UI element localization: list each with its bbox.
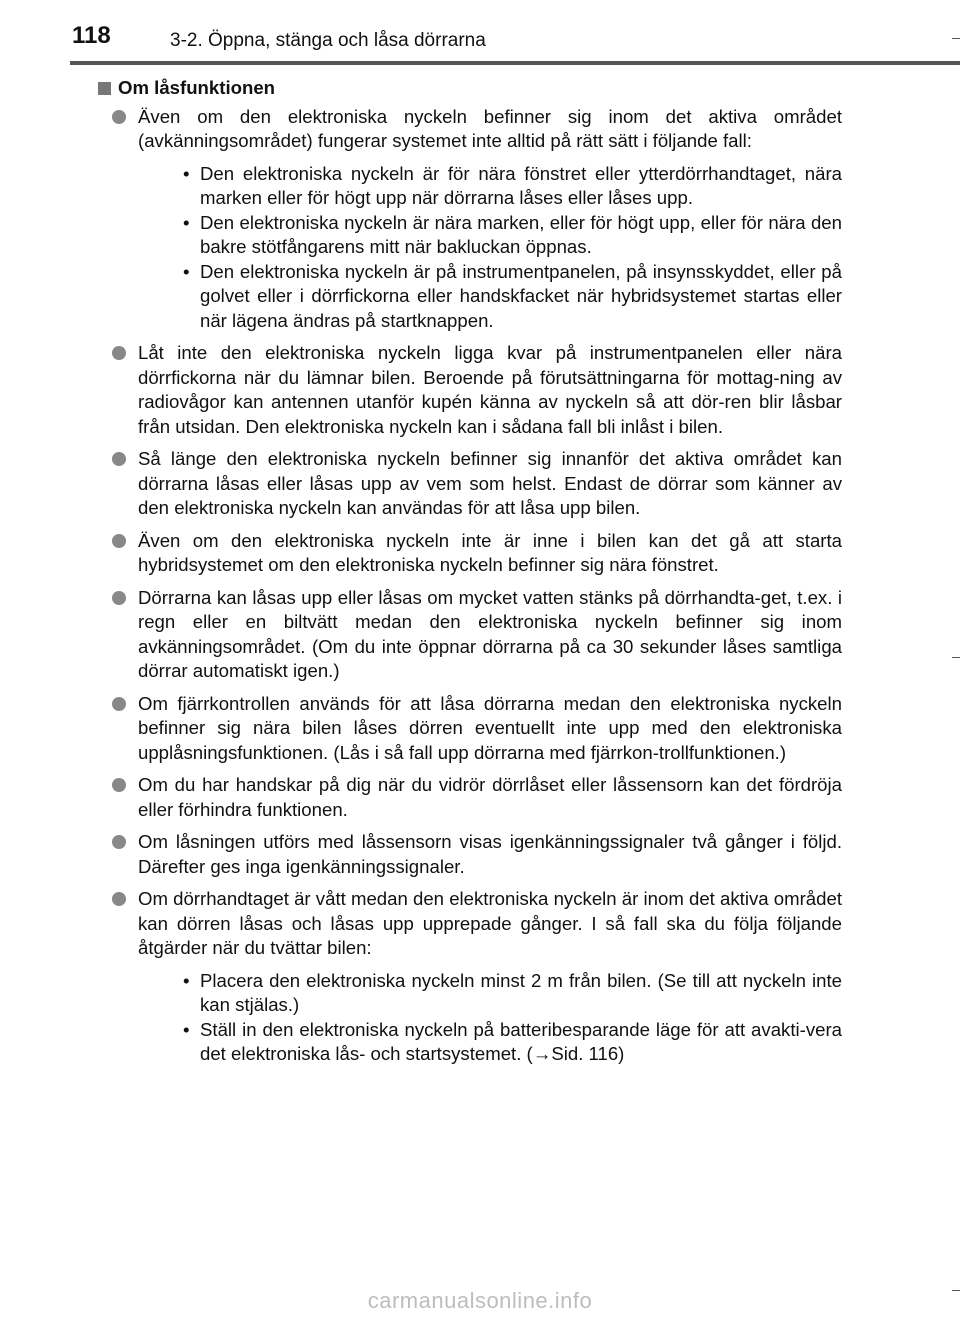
square-bullet-icon (98, 82, 111, 95)
list-item (96, 586, 842, 684)
dot-bullet-icon: • (183, 211, 190, 233)
section-heading (98, 76, 842, 101)
circle-bullet-icon (112, 452, 126, 466)
dot-bullet-icon: • (183, 260, 190, 282)
sub-list-item-text: Den elektroniska nyckeln är på instrumentpanelen, på insynsskyddet, eller på golvet eller i dörrfickorna eller handskfacket när hybridsystemet startas eller när lägena ändras på startknappen. (200, 260, 842, 331)
page-number: 118 (72, 22, 111, 49)
dot-bullet-icon: • (183, 969, 190, 991)
list-item (96, 105, 842, 334)
header-rule (70, 61, 960, 65)
circle-bullet-icon (112, 835, 126, 849)
page-header (0, 0, 960, 62)
list-item (96, 447, 842, 521)
list-item-text: Om dörrhandtaget är vått medan den elektroniska nyckeln är inom det aktiva området kan dörren låsas och låsas upp upprepade gånger. I så fall ska du följa följande åtgärder när du tvättar bilen: (138, 888, 842, 958)
dot-bullet-icon: • (183, 1018, 190, 1040)
circle-bullet-icon (112, 591, 126, 605)
sub-list-item (138, 260, 842, 334)
list-item (96, 529, 842, 578)
sub-list-item (138, 211, 842, 260)
circle-bullet-icon (112, 697, 126, 711)
list-item (96, 341, 842, 439)
list-item (96, 692, 842, 766)
list-item-text: Låt inte den elektroniska nyckeln ligga kvar på instrumentpanelen eller nära dörrfickorna när du lämnar bilen. Beroende på förutsättningarna för mottag-ning av radiovågor kan antennen utanför kupén känna av nyckeln så att dör-ren blir låsbar från utsidan. Den elektroniska nyckeln kan i sådana fall bli inlåst i bilen. (138, 342, 842, 437)
list-item-text: Dörrarna kan låsas upp eller låsas om mycket vatten stänks på dörrhandta-get, t.ex. i regn eller en biltvätt medan den elektroniska nyckeln befinner sig inom avkänningsområdet. (Om du inte öppnar dörrarna på ca 30 sekunder låses samtliga dörrar automatiskt igen.) (138, 586, 842, 681)
sub-list-item-text: Ställ in den elektroniska nyckeln på batteribesparande läge för att avakti-vera det elektroniska lås- och startsystemet. (→Sid. 116) (200, 1018, 842, 1064)
sub-list-item-text: Placera den elektroniska nyckeln minst 2 m från bilen. (Se till att nyckeln inte kan stjälas.) (200, 969, 842, 1015)
circle-bullet-icon (112, 892, 126, 906)
list-item (96, 887, 842, 1067)
sub-list-item (138, 162, 842, 211)
circle-bullet-icon (112, 346, 126, 360)
document-body (96, 76, 842, 1075)
sub-list-item-text: Den elektroniska nyckeln är nära marken, eller för högt upp, eller för nära den bakre stötfångarens mitt när bakluckan öppnas. (200, 211, 842, 257)
circle-bullet-icon (112, 778, 126, 792)
chapter-title: 3-2. Öppna, stänga och låsa dörrarna (170, 30, 486, 51)
dot-bullet-icon: • (183, 162, 190, 184)
list-item-text: Även om den elektroniska nyckeln inte är inne i bilen kan det gå att starta hybridsystemet om den elektroniska nyckeln befinner sig nära fönstret. (138, 529, 842, 575)
watermark: carmanualsonline.info (367, 1288, 593, 1313)
list-item (96, 830, 842, 879)
section-heading-text: Om låsfunktionen (118, 77, 276, 98)
circle-bullet-icon (112, 110, 126, 124)
list-item-text: Om fjärrkontrollen används för att låsa dörrarna medan den elektroniska nyckeln befinner sig nära bilen låses dörren eventuellt inte upp med den elektroniska upplåsningsfunktionen. (Lås i så fall upp dörrarna med fjärrkon-trollfunktionen.) (138, 692, 842, 763)
crop-mark (952, 657, 960, 658)
list-item-text: Även om den elektroniska nyckeln befinner sig inom det aktiva området (avkänningsområdet) fungerar systemet inte alltid på rätt sätt i följande fall: (138, 105, 842, 151)
sub-list-item (138, 969, 842, 1018)
sub-list-item-text: Den elektroniska nyckeln är för nära fönstret eller ytterdörrhandtaget, nära marken eller för högt upp när dörrarna låses eller låses upp. (200, 162, 842, 208)
list-item-text: Om du har handskar på dig när du vidrör dörrlåset eller låssensorn kan det fördröja eller förhindra funktionen. (138, 774, 842, 820)
circle-bullet-icon (112, 534, 126, 548)
list-item-text: Om låsningen utförs med låssensorn visas igenkänningssignaler två gånger i följd. Därefter ges inga igenkänningssignaler. (138, 831, 842, 877)
sub-list-item (138, 1018, 842, 1067)
crop-mark (952, 38, 960, 39)
list-item (96, 773, 842, 822)
list-item-text: Så länge den elektroniska nyckeln befinner sig innanför det aktiva området kan dörrarna låsas eller låsas upp av vem som helst. Endast de dörrar som känner av den elektroniska nyckeln kan användas för att låsa upp bilen. (138, 448, 842, 518)
